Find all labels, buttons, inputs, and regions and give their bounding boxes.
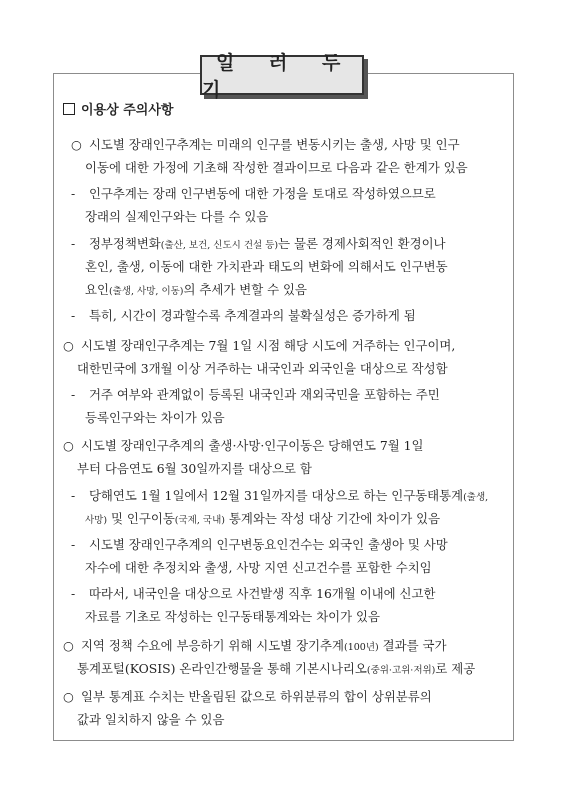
sub-text: 의 추세가 변할 수 있음 <box>183 282 307 297</box>
bullet-2-text-1: 시도별 장래인구추계는 7월 1일 시점 해당 시도에 거주하는 인구이며, <box>80 338 456 353</box>
sub-text: 혼인, 출생, 이동에 대한 가치관과 태도의 변화에 의해서도 인구변동 <box>85 259 448 274</box>
sub-text: 및 인구이동 <box>107 511 175 526</box>
bullet-4-line-1 <box>63 638 446 656</box>
sub-marker: - <box>71 186 76 201</box>
bullet-3-text-1: 시도별 장래인구추계의 출생·사망·인구이동은 당해연도 7월 1일 <box>80 438 424 453</box>
sub-note: 사망) <box>85 515 108 526</box>
bullet-1-sub-2-line-1 <box>71 236 446 254</box>
sub-text: 특히, 시간이 경과할수록 추계결과의 불확실성은 증가하게 됨 <box>88 308 416 323</box>
bullet-4-marker: ○ <box>63 638 74 653</box>
bullet-5-line-2 <box>77 712 224 728</box>
bullet-3-line-1 <box>63 438 424 454</box>
bullet-1-line-1 <box>71 137 460 153</box>
bullet-5-text-1: 일부 통계표 수치는 반올림된 값으로 하위분류의 합이 상위분류의 <box>80 689 432 704</box>
bullet-1-text-1: 시도별 장래인구추계는 미래의 인구를 변동시키는 출생, 사망 및 인구 <box>88 137 460 152</box>
bullet-1-sub-1-line-1 <box>71 186 436 202</box>
section-heading-text: 이용상 주의사항 <box>81 103 174 118</box>
sub-marker: - <box>71 387 76 402</box>
bullet-2-sub-1-line-2 <box>85 410 225 426</box>
sub-marker: - <box>71 308 76 323</box>
sub-text: 당해연도 1월 1일에서 12월 31일까지를 대상으로 하는 인구동태통계 <box>88 488 464 503</box>
sub-text: 정부정책변화 <box>88 236 161 251</box>
bullet-2-line-2 <box>77 361 448 377</box>
section-heading <box>63 99 173 118</box>
bullet-2-text-2: 대한민국에 3개월 이상 거주하는 내국인과 외국인을 대상으로 작성함 <box>77 361 448 376</box>
sub-marker: - <box>71 488 76 503</box>
bullet-4-text: 지역 정책 수요에 부응하기 위해 시도별 장기추계 <box>80 638 344 653</box>
bullet-5-line-1 <box>63 689 432 705</box>
bullet-3-sub-1-line-1 <box>71 488 488 506</box>
bullet-4-line-2 <box>77 661 475 679</box>
sub-marker: - <box>71 537 76 552</box>
sub-marker: - <box>71 586 76 601</box>
sub-note: (출산, 보건, 신도시 건설 등) <box>160 240 279 251</box>
bullet-1-sub-1-line-2 <box>85 209 268 225</box>
square-icon <box>63 103 75 115</box>
bullet-1-sub-3-line-1 <box>71 308 416 324</box>
page-title: 일 러 두 기 <box>200 55 364 95</box>
sub-text: 인구추계는 장래 인구변동에 대한 가정을 토대로 작성하였으므로 <box>88 186 436 201</box>
bullet-2-marker: ○ <box>63 338 74 353</box>
bullet-2-sub-1-line-1 <box>71 387 440 403</box>
bullet-3-sub-3-line-2 <box>85 609 380 625</box>
sub-note: (출생, 사망, 이동) <box>108 286 184 297</box>
bullet-2-line-1 <box>63 338 455 354</box>
bullet-1-line-2 <box>85 160 468 176</box>
bullet-4-note: (100년) <box>343 642 379 653</box>
bullet-1-marker: ○ <box>71 137 82 152</box>
bullet-4-text: 통계포털(KOSIS) 온라인간행물을 통해 기본시나리오 <box>77 661 367 676</box>
sub-text: 거주 여부와 관계없이 등록된 내국인과 재외국민을 포함하는 주민 <box>88 387 440 402</box>
sub-text: 따라서, 내국인을 대상으로 사건발생 직후 16개월 이내에 신고한 <box>88 586 436 601</box>
sub-text: 시도별 장래인구추계의 인구변동요인건수는 외국인 출생아 및 사망 <box>88 537 448 552</box>
bullet-4-text: 로 제공 <box>435 661 476 676</box>
bullet-3-sub-3-line-1 <box>71 586 435 602</box>
sub-text: 통계와는 작성 대상 기간에 차이가 있음 <box>224 511 441 526</box>
sub-note: (국제, 국내) <box>174 515 225 526</box>
bullet-5-marker: ○ <box>63 689 74 704</box>
bullet-3-sub-2-line-1 <box>71 537 448 553</box>
bullet-3-sub-2-line-2 <box>85 560 432 576</box>
bullet-3-sub-1-line-2 <box>85 511 440 529</box>
bullet-1-text-2: 이동에 대한 가정에 기초해 작성한 결과이므로 다음과 같은 한계가 있음 <box>85 160 468 175</box>
sub-text: 장래의 실제인구와는 다를 수 있음 <box>85 209 269 224</box>
bullet-4-note: (중위·고위·저위) <box>366 665 436 676</box>
sub-text: 등록인구와는 차이가 있음 <box>85 410 225 425</box>
sub-text: 자료를 기초로 작성하는 인구동태통계와는 차이가 있음 <box>85 609 380 624</box>
bullet-1-sub-2-line-2 <box>85 259 448 275</box>
bullet-3-line-2 <box>77 461 312 477</box>
bullet-3-text-2: 부터 다음연도 6월 30일까지를 대상으로 함 <box>77 461 312 476</box>
sub-text: 자수에 대한 추정치와 출생, 사망 지연 신고건수를 포함한 수치임 <box>85 560 432 575</box>
sub-note: (출생, <box>463 492 489 503</box>
bullet-5-text-2: 값과 일치하지 않을 수 있음 <box>77 712 225 727</box>
bullet-4-text: 결과를 국가 <box>378 638 447 653</box>
bullet-3-marker: ○ <box>63 438 74 453</box>
sub-text: 는 물론 경제사회적인 환경이나 <box>278 236 446 251</box>
sub-marker: - <box>71 236 76 251</box>
notes-frame <box>53 73 514 741</box>
sub-text: 요인 <box>85 282 109 297</box>
bullet-1-sub-2-line-3 <box>85 282 307 300</box>
